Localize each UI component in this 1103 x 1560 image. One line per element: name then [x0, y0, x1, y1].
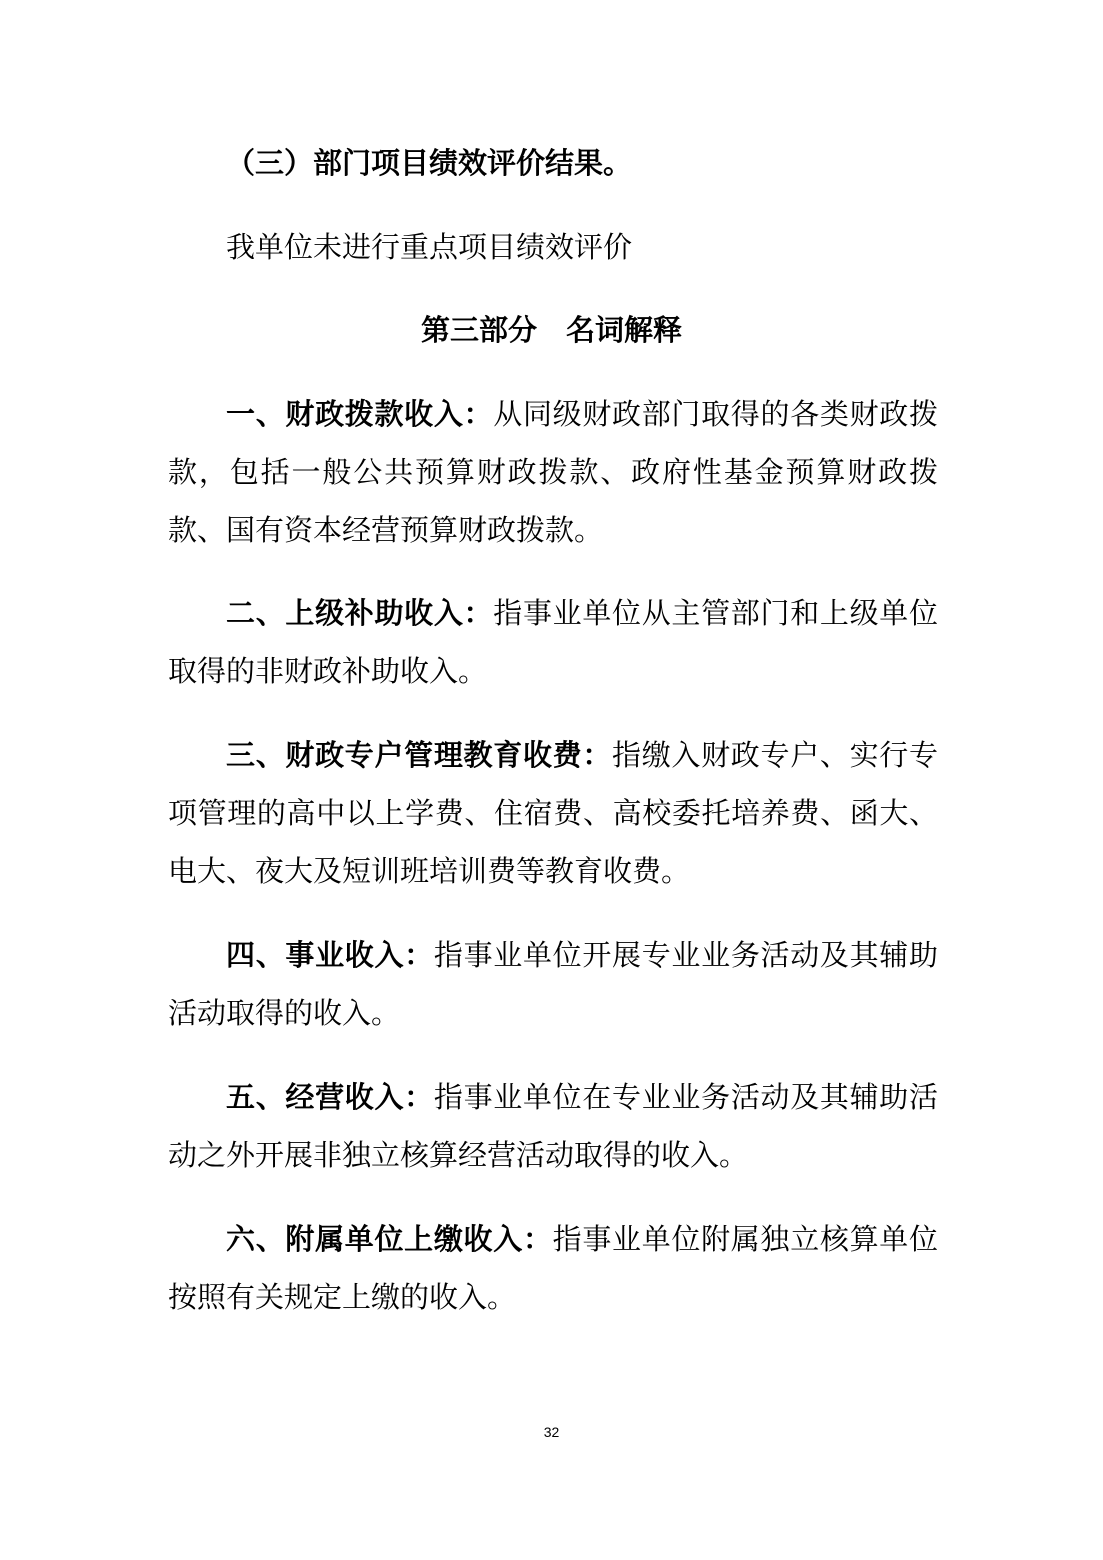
section-body: 我单位未进行重点项目绩效评价 [226, 230, 633, 264]
term-definition: 指事业单位附属独立核算单位按照有关规定上缴的收入。 [168, 1222, 938, 1314]
term-paragraph [168, 1210, 938, 1326]
term-definition: 指事业单位从主管部门和上级单位取得的非财政补助收入。 [168, 596, 938, 688]
term-paragraph [168, 385, 938, 559]
term-definition: 指缴入财政专户、实行专项管理的高中以上学费、住宿费、高校委托培养费、函大、电大、夜大及短训班培训费等教育收费。 [168, 738, 938, 888]
term-definition: 指事业单位开展专业业务活动及其辅助活动取得的收入。 [168, 938, 938, 1030]
term-label: 六、附属单位上缴收入： [226, 1222, 553, 1256]
term-paragraph [168, 584, 938, 700]
term-label: 二、上级补助收入： [226, 596, 494, 630]
term-definition: 指事业单位在专业业务活动及其辅助活动之外开展非独立核算经营活动取得的收入。 [168, 1080, 938, 1172]
term-label: 五、经营收入： [226, 1080, 434, 1114]
section-heading: （三）部门项目绩效评价结果。 [226, 146, 633, 180]
term-label: 四、事业收入： [226, 938, 434, 972]
part-title: 第三部分 名词解释 [420, 313, 682, 347]
term-paragraph [168, 1068, 938, 1184]
term-definition: 从同级财政部门取得的各类财政拨款，包括一般公共预算财政拨款、政府性基金预算财政拨款、国有资本经营预算财政拨款。 [168, 397, 938, 547]
term-paragraph [168, 926, 938, 1042]
page-number: 32 [543, 1424, 560, 1440]
term-paragraph [168, 726, 938, 900]
term-label: 三、财政专户管理教育收费： [226, 738, 613, 772]
term-label: 一、财政拨款收入： [226, 397, 494, 431]
